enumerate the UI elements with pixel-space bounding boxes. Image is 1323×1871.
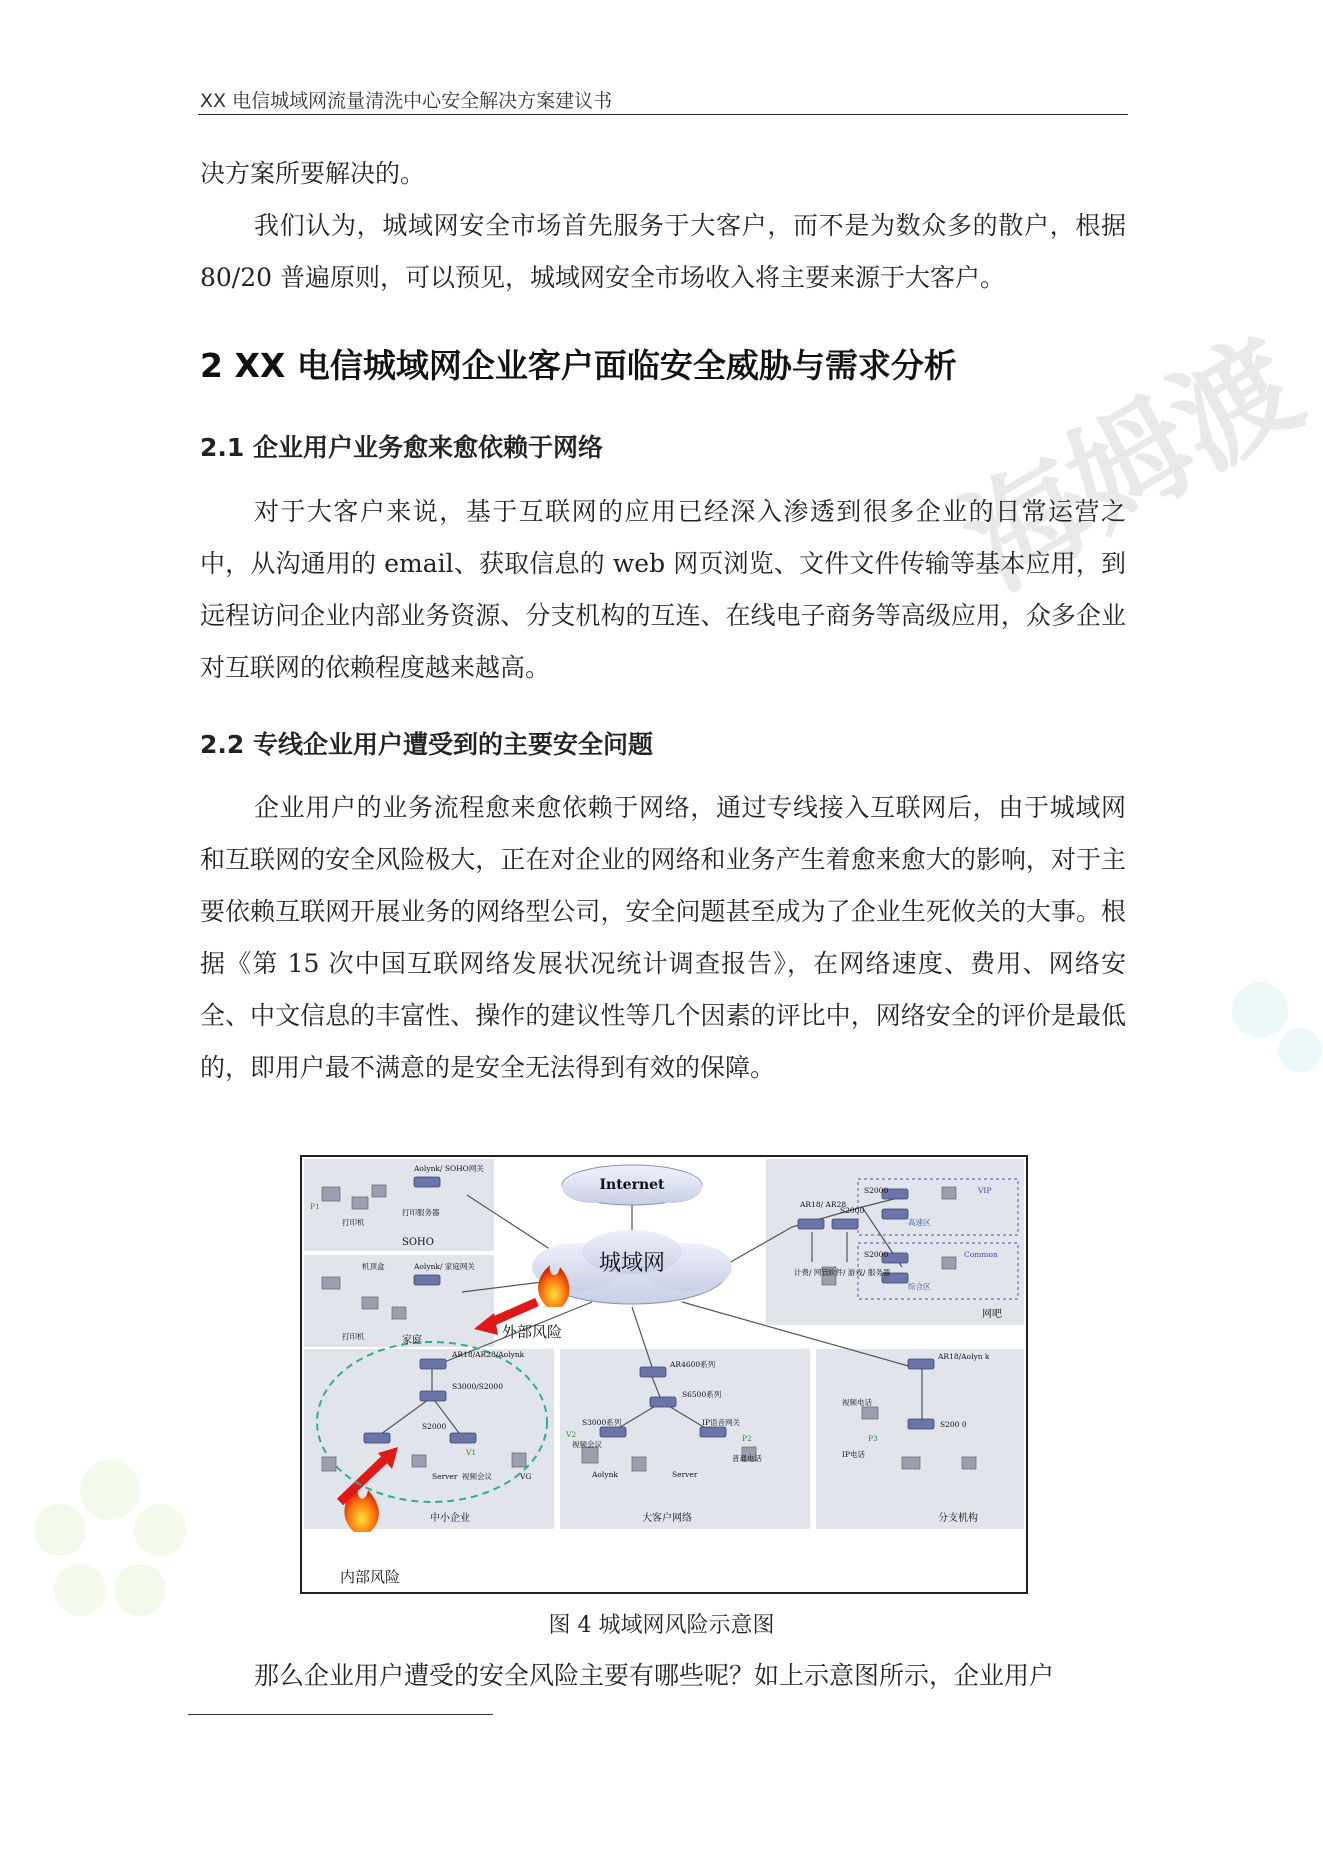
subsection-heading-2-1: 2.1 企业用户业务愈来愈依赖于网络: [200, 433, 603, 462]
large-panel: [560, 1349, 810, 1529]
home-printer-label: 打印机: [342, 1332, 365, 1341]
network-risk-figure: [300, 1155, 1028, 1594]
ip-gateway-label: IP语音网关: [702, 1418, 741, 1427]
phone-label: 普通电话: [732, 1454, 762, 1463]
soho-gateway-label: Aolynk/ SOHO网关: [414, 1164, 484, 1173]
paragraph-1: 决方案所要解决的。: [200, 159, 426, 188]
vip-label: VIP: [978, 1186, 992, 1195]
paragraph-4: 企业用户的业务流程愈来愈依赖于网络，通过专线接入互联网后，由于城域网和互联网的安全风险极大，正在对企业的网络和业务产生着愈来愈大的影响，对于主要依赖互联网开展业务的网络型公司，安全问题甚至成为了企业生死攸关的大事。根据《第 15 次中国互联网络发展状况统计调查报告》，在网络速度、费用、网络安全、中文信息的丰富性、操作的建议性等几个因素的评比中，网络安全的评价是最低的，即用户最不满意的是安全无法得到有效的保障。: [200, 793, 1126, 1082]
v2-label: V2: [566, 1430, 577, 1439]
branch-panel: [816, 1349, 1024, 1529]
video-phone-label: 视频电话: [842, 1398, 872, 1407]
internal-risk-label: 内部风险: [340, 1568, 401, 1586]
internet-cloud: [562, 1165, 702, 1205]
large-aolynk-label: Aolynk: [592, 1470, 618, 1479]
sme-router-label: AR18/AR28/Aolynk: [452, 1350, 525, 1359]
billing-label: 计费/ 网管: [794, 1268, 829, 1277]
large-region-label: 大客户网络: [642, 1513, 692, 1524]
s3000-label: S3000系列: [582, 1418, 622, 1427]
software-label: 软件/ 游戏/ 服务器: [828, 1268, 891, 1277]
network-diagram: [302, 1157, 1026, 1592]
branch-s2000-label: S200 0: [940, 1420, 967, 1429]
sme-s2000-label: S2000: [422, 1422, 447, 1431]
page-header: XX 电信城域网流量清洗中心安全解决方案建议书: [200, 90, 613, 112]
p2-label: P2: [742, 1434, 752, 1443]
sme-server-label: Server: [432, 1472, 458, 1481]
subsection-heading-2-2: 2.2 专线企业用户遭受到的主要安全问题: [200, 730, 653, 759]
watermark-brand: 海姆渡: [940, 313, 1323, 616]
footnote-rule: [188, 1714, 493, 1715]
common-label: Common: [964, 1250, 998, 1259]
branch-router-label: AR18/Aolyn k: [938, 1352, 990, 1361]
metro-label: 城域网: [598, 1251, 666, 1276]
zone-high-label: 高速区: [908, 1218, 931, 1227]
header-rule: [198, 114, 1128, 115]
sme-switch-label: S3000/S2000: [452, 1382, 503, 1391]
sme-video-conf-label: 视频会议: [462, 1472, 492, 1481]
soho-printer-label: 打印机: [342, 1218, 365, 1227]
section-heading-2: 2 XX 电信城域网企业客户面临安全威胁与需求分析: [200, 346, 957, 385]
v1-label: V1: [466, 1448, 477, 1457]
paragraph-2: 我们认为，城域网安全市场首先服务于大客户，而不是为数众多的散户，根据 80/20 普遍原则，可以预见，城域网安全市场收入将主要来源于大客户。: [200, 211, 1126, 292]
s6500-label: S6500系列: [682, 1390, 722, 1399]
vg-label: VG: [520, 1472, 532, 1481]
sme-region-label: 中小企业: [430, 1513, 470, 1524]
large-server-label: Server: [672, 1470, 698, 1479]
paragraph-5: 那么企业用户遭受的安全风险主要有哪些呢？如上示意图所示，企业用户: [254, 1661, 1055, 1690]
branch-region-label: 分支机构: [938, 1513, 978, 1524]
netbar-s2000-label: S2000: [840, 1206, 865, 1215]
netbar-region-label: 网吧: [982, 1309, 1002, 1320]
print-server-label: 打印服务器: [402, 1208, 440, 1217]
netbar-panel: [766, 1159, 1024, 1325]
paragraph-3: 对于大客户来说，基于互联网的应用已经深入渗透到很多企业的日常运营之中，从沟通用的 email、获取信息的 web 网页浏览、文件文件传输等基本应用，到远程访问企业内部业务资源、分支机构的互连、在线电子商务等高级应用，众多企业对互联网的依赖程度越来越高。: [200, 497, 1126, 682]
internet-label: Internet: [599, 1177, 665, 1193]
large-video-conf-label: 视频会议: [572, 1440, 602, 1449]
netbar-router-label: AR18/ AR28: [800, 1200, 847, 1209]
soho-region-label: SOHO: [402, 1237, 434, 1248]
external-risk-label: 外部风险: [502, 1323, 563, 1341]
common-s2000-label: S2000: [864, 1250, 889, 1259]
home-region-label: 家庭: [402, 1335, 422, 1346]
vip-s2000-label: S2000: [864, 1186, 889, 1195]
ar4600-label: AR4600系列: [670, 1360, 716, 1369]
p3-label: P3: [868, 1434, 878, 1443]
stb-label: 机顶盒: [362, 1262, 385, 1271]
p1-label: P1: [310, 1202, 320, 1211]
ip-phone-label: IP电话: [842, 1450, 866, 1459]
home-gateway-label: Aolynk/ 家庭网关: [414, 1262, 475, 1271]
zone-mix-label: 综合区: [908, 1282, 931, 1291]
figure-caption: 图 4 城域网风险示意图: [548, 1613, 775, 1638]
